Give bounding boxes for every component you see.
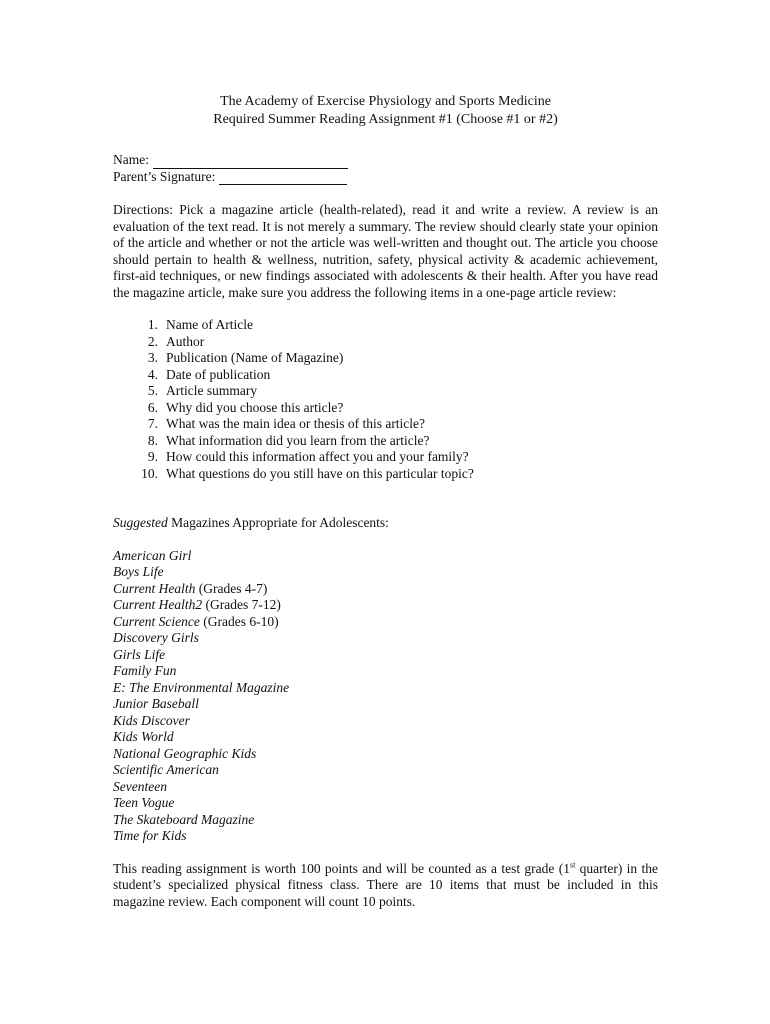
closing-part1: This reading assignment is worth 100 points and will be counted as a test grade (1 [113, 860, 570, 876]
magazine-item [113, 581, 658, 598]
magazine-title: E: The Environmental Magazine [113, 679, 290, 695]
list-item [130, 367, 658, 384]
list-item-number: 2. [147, 333, 158, 349]
review-items-list [113, 317, 658, 482]
list-item-text: Name of Article [166, 317, 253, 332]
list-item [130, 433, 658, 450]
magazine-item [113, 548, 658, 565]
magazine-title: Seventeen [113, 778, 167, 794]
list-item-text: What was the main idea or thesis of this article? [166, 416, 426, 431]
list-item-text: Why did you choose this article? [166, 399, 344, 415]
suggested-heading [113, 515, 658, 532]
magazine-title: Teen Vogue [113, 795, 175, 810]
document-page [113, 93, 658, 910]
magazine-item [113, 762, 658, 779]
magazine-title: The Skateboard Magazine [113, 811, 255, 827]
magazine-title: Current Health [113, 580, 196, 596]
suggested-rest: Magazines Appropriate for Adolescents: [167, 515, 389, 530]
magazine-grade-note: (Grades 7-12) [202, 597, 281, 612]
magazine-item [113, 680, 658, 697]
magazine-item [113, 696, 658, 713]
magazine-item [113, 630, 658, 647]
list-item-text: What information did you learn from the article? [166, 432, 430, 448]
list-item-number: 7. [147, 416, 158, 431]
magazine-title: Kids World [113, 729, 174, 744]
list-item-number: 6. [147, 399, 158, 415]
list-item [130, 334, 658, 351]
magazine-grade-note: (Grades 6-10) [199, 613, 279, 629]
list-item [130, 449, 658, 466]
magazine-item [113, 779, 658, 796]
directions-paragraph: Directions: Pick a magazine article (health-related), read it and write a review. A review is an evaluation of the text read. It is not merely a summary. The review should clearly state your opinion of the article and whether or not the article was well-written and thought out. The article you choose should pertain to health & wellness, nutrition, safety, physical activity & academic achievement, first-aid techniques, or new findings associated with adolescents & their health. After you have read the magazine article, make sure you address the following items in a one-page article review: [113, 202, 658, 300]
magazine-title: Boys Life [113, 564, 164, 579]
magazine-item [113, 564, 658, 581]
magazine-title: Current Health2 [113, 597, 203, 612]
list-item-text: Author [166, 333, 205, 349]
list-item-number: 4. [147, 366, 158, 382]
closing-paragraph [113, 861, 658, 911]
list-item [130, 416, 658, 433]
magazine-item [113, 713, 658, 730]
magazine-title: Girls Life [113, 646, 166, 662]
magazine-title: Junior Baseball [113, 696, 199, 711]
signature-label: Parent’s Signature: [113, 168, 216, 184]
magazine-item [113, 729, 658, 746]
list-item-text: Date of publication [166, 366, 271, 382]
list-item [130, 400, 658, 417]
list-item [130, 350, 658, 367]
suggested-italic: Suggested [113, 515, 168, 530]
magazine-title: Kids Discover [113, 712, 190, 728]
document-subtitle: Required Summer Reading Assignment #1 (Choose #1 or #2) [213, 112, 558, 127]
list-item-text: Article summary [166, 383, 258, 398]
list-item-text: What questions do you still have on this particular topic? [166, 465, 474, 481]
list-item-number: 8. [147, 432, 158, 448]
magazine-title: National Geographic Kids [113, 745, 257, 761]
magazine-item [113, 614, 658, 631]
list-item-text: Publication (Name of Magazine) [166, 350, 344, 365]
magazine-item [113, 812, 658, 829]
closing-superscript: st [569, 860, 576, 869]
signature-blank-line [219, 171, 347, 185]
magazine-item [113, 746, 658, 763]
signature-field [113, 169, 658, 186]
magazine-item [113, 663, 658, 680]
name-field [113, 152, 658, 169]
list-item-text: How could this information affect you and your family? [166, 449, 469, 464]
magazine-title: Discovery Girls [113, 630, 199, 645]
title-block [113, 93, 658, 129]
magazine-title: American Girl [113, 547, 192, 563]
magazine-grade-note: (Grades 4-7) [195, 580, 268, 596]
magazine-title: Time for Kids [113, 828, 187, 843]
name-blank-line [153, 155, 348, 169]
list-item-number: 3. [147, 350, 158, 365]
list-item [130, 466, 658, 483]
list-item-number: 1. [147, 317, 158, 332]
name-label: Name: [113, 152, 149, 167]
magazine-title: Scientific American [113, 762, 219, 777]
magazine-title: Current Science [113, 613, 200, 629]
list-item-number: 5. [147, 383, 158, 398]
magazine-title: Family Fun [113, 663, 177, 678]
magazine-item [113, 828, 658, 845]
closing-part2: quarter) in the student’s specialized physical fitness class. There are 10 items that must be included in this magazine review. Each component will count 10 points. [113, 860, 658, 909]
list-item [130, 383, 658, 400]
signature-block [113, 152, 658, 185]
magazine-item [113, 647, 658, 664]
list-item-number: 9. [147, 449, 158, 464]
magazine-item [113, 597, 658, 614]
document-title: The Academy of Exercise Physiology and Sports Medicine [220, 94, 551, 109]
list-item [130, 317, 658, 334]
magazine-item [113, 795, 658, 812]
list-item-number: 10. [141, 465, 158, 481]
magazine-list [113, 548, 658, 845]
